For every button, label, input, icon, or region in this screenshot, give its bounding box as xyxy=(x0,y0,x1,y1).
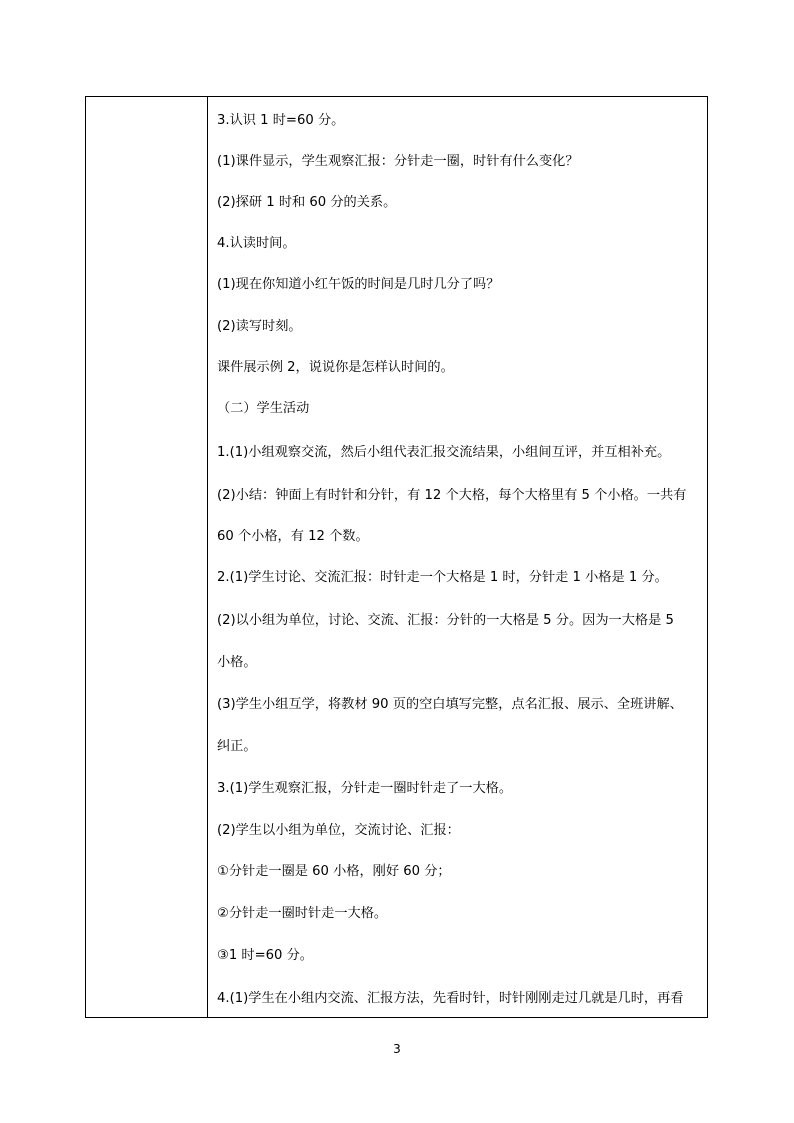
text-line: 小格。 xyxy=(217,655,257,670)
left-column-cell xyxy=(86,97,208,1017)
text-line: (2)读写时刻。 xyxy=(217,319,302,334)
text-line: 课件展示例 2，说说你是怎样认时间的。 xyxy=(217,360,454,375)
text-line: 4.认读时间。 xyxy=(217,236,296,251)
text-line: (2)小结：钟面上有时针和分针，有 12 个大格，每个大格里有 5 个小格。一共有 xyxy=(217,488,687,503)
text-line: (1)现在你知道小红午饭的时间是几时几分了吗？ xyxy=(217,277,500,292)
text-line: (2)探研 1 时和 60 分的关系。 xyxy=(217,195,397,210)
text-line: 60 个小格，有 12 个数。 xyxy=(217,529,369,544)
text-line: ①分针走一圈是 60 小格，刚好 60 分； xyxy=(217,864,451,879)
text-line: 4.(1)学生在小组内交流、汇报方法，先看时针，时针刚刚走过几就是几时，再看 xyxy=(217,991,684,1006)
text-line: (2)以小组为单位，讨论、交流、汇报：分针的一大格是 5 分。因为一大格是 5 xyxy=(217,613,674,628)
text-line: 1.(1)小组观察交流，然后小组代表汇报交流结果，小组间互评，并互相补充。 xyxy=(217,445,671,460)
text-line: ②分针走一圈时针走一大格。 xyxy=(217,906,388,921)
text-line: 3.(1)学生观察汇报，分针走一圈时针走了一大格。 xyxy=(217,781,513,796)
page-number: 3 xyxy=(393,1042,401,1056)
lesson-table xyxy=(85,96,708,1018)
text-line: (2)学生以小组为单位，交流讨论、汇报： xyxy=(217,823,460,838)
text-line: (3)学生小组互学，将教材 90 页的空白填写完整，点名汇报、展示、全班讲解、 xyxy=(217,697,683,712)
text-line: 2.(1)学生讨论、交流汇报：时针走一个大格是 1 时，分针走 1 小格是 1 分。 xyxy=(217,570,668,585)
text-line: （二）学生活动 xyxy=(217,401,310,416)
right-column-cell xyxy=(208,97,708,1017)
text-line: (1)课件显示，学生观察汇报：分针走一圈，时针有什么变化？ xyxy=(217,154,579,169)
text-line: ③1 时=60 分。 xyxy=(217,948,313,963)
text-line: 3.认识 1 时=60 分。 xyxy=(217,113,345,128)
text-line: 纠正。 xyxy=(217,739,257,754)
